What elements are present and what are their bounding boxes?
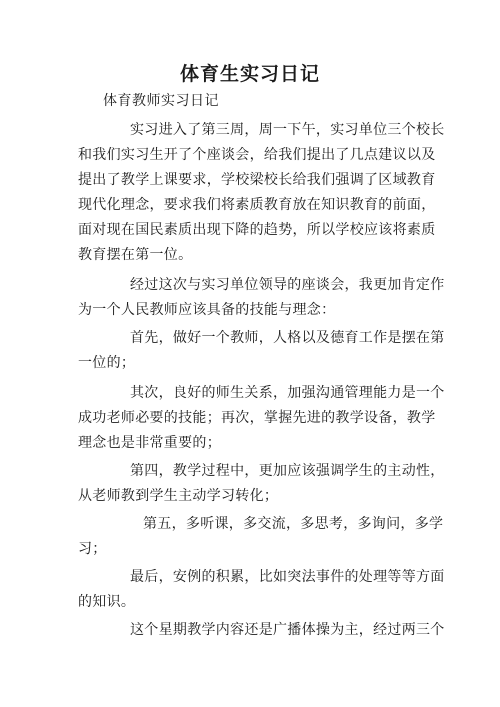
body-line: 成功老师必要的技能；再次，掌握先进的教学设备，教学: [78, 410, 436, 426]
body-line: 首先，做好一个教师，人格以及德育工作是摆在第: [130, 330, 445, 346]
body-line: 和我们实习生开了个座谈会，给我们提出了几点建议以及: [78, 147, 436, 163]
body-line: 经过这次与实习单位领导的座谈会，我更加肯定作: [130, 277, 445, 293]
body-line: 实习进入了第三周，周一下午，实习单位三个校长: [130, 122, 445, 138]
body-line: 提出了教学上课要求，学校梁校长给我们强调了区域教育: [78, 172, 436, 188]
body-line: 现代化理念，要求我们将素质教育放在知识教育的前面，: [78, 197, 436, 213]
body-line: 其次，良好的师生关系，加强沟通管理能力是一个: [130, 385, 445, 401]
body-line: 的知识。: [78, 594, 136, 610]
body-line: 习；: [78, 541, 107, 557]
body-line: 为一个人民教师应该具备的技能与理念：: [78, 302, 336, 318]
body-line: 第四，教学过程中，更加应该强调学生的主动性，: [130, 463, 445, 479]
body-line: 一位的；: [78, 355, 136, 371]
body-line: 这个星期教学内容还是广播体操为主，经过两三个: [130, 622, 445, 638]
page-title: 体育生实习日记: [179, 63, 320, 85]
body-line: 理念也是非常重要的；: [78, 435, 221, 451]
body-line: 最后，安例的积累，比如突法事件的处理等等方面: [130, 569, 445, 585]
body-line: 教育摆在第一位。: [78, 247, 193, 263]
body-line: 从老师教到学生主动学习转化；: [78, 488, 279, 504]
body-line: 第五，多听课，多交流，多思考，多询问，多学: [143, 516, 444, 532]
body-line: 面对现在国民素质出现下降的趋势，所以学校应该将素质: [78, 222, 436, 238]
document-subtitle: 体育教师实习日记: [103, 93, 219, 109]
